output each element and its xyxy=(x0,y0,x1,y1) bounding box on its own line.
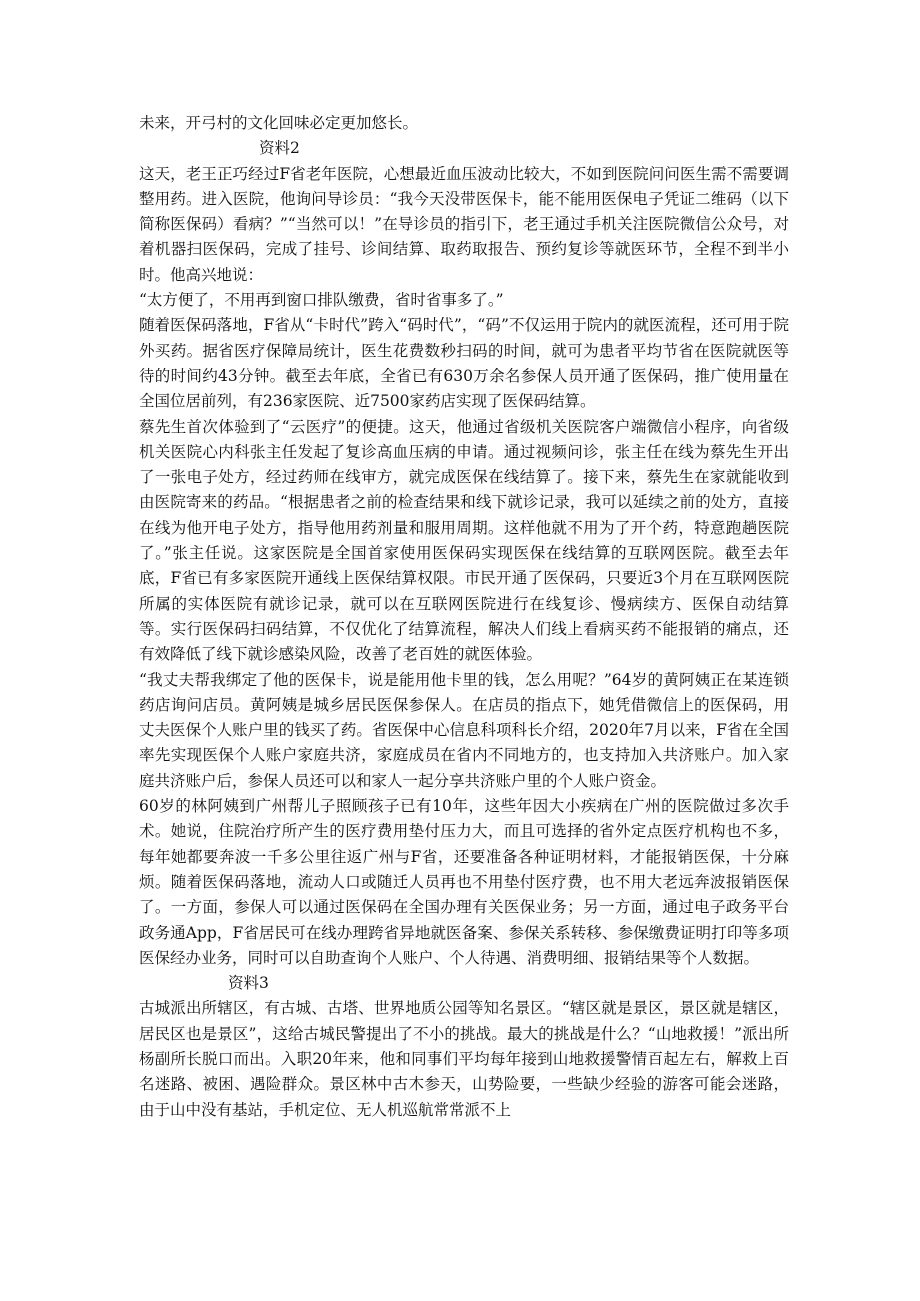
paragraph-intro: 未来，开弓村的文化回味必定更加悠长。 xyxy=(139,114,419,132)
paragraph-mountain-rescue: 古城派出所辖区，有古城、古塔、世界地质公园等知名景区。“辖区就是景区，景区就是辖区，居民区也是景区”，这给古城民警提出了不小的挑战。最大的挑战是什么？“山地救援！”派出所杨副所长脱口而出。入职20年来，他和同事们平均每年接到山地救援警情百起左右，解救上百名迷路、被困、遇险群众。景区林中古木参天，山势险要，一些缺少经验的游客可能会迷路，由于山中没有基站，手机定位、无人机巡航常常派不上 xyxy=(139,999,789,1119)
section-heading-material-3: 资料3 xyxy=(228,974,269,993)
paragraph-cloud-medical: 蔡先生首次体验到了“云医疗”的便捷。这天，他通过省级机关医院客户端微信小程序，向省级机关医院心内科张主任发起了复诊高血压病的申请。通过视频问诊，张主任在线为蔡先生开出了一张电子处方，经过药师在线审方，就完成医保在线结算了。接下来，蔡先生在家就能收到由医院寄来的药品。“根据患者之前的检查结果和线下就诊记录，我可以延续之前的处方，直接在线为他开电子处方，指导他用药剂量和服用周期。这样他就不用为了开个药，特意跑趟医院了。”张主任说。这家医院是全国首家使用医保码实现医保在线结算的互联网医院。截至去年底，F省已有多家医院开通线上医保结算权限。市民开通了医保码，只要近3个月在互联网医院所属的实体医院有就诊记录，就可以在互联网医院进行在线复诊、慢病续方、医保自动结算等。实行医保码扫码结算，不仅优化了结算流程，解决人们线上看病买药不能报销的痛点，还有效降低了线下就诊感染风险，改善了老百姓的就医体验。 xyxy=(139,417,789,664)
paragraph-code-era: 随着医保码落地，F省从“卡时代”跨入“码时代”，“码”不仅运用于院内的就医流程，还可用于院外买药。据省医疗保障局统计，医生花费数秒扫码的时间，就可为患者平均节省在医院就医等待的时间约43分钟。截至去年底，全省已有630万余名参保人员开通了医保码，推广使用量在全国位居前列，有236家医院、近7500家药店实现了医保码结算。 xyxy=(139,316,789,411)
document-page xyxy=(139,111,789,1123)
paragraph-family-account: “我丈夫帮我绑定了他的医保卡，说是能用他卡里的钱，怎么用呢？”64岁的黄阿姨正在某连锁药店询问店员。黄阿姨是城乡居民医保参保人。在店员的指点下，她凭借微信上的医保码，用丈夫医保个人账户里的钱买了药。省医保中心信息科项科长介绍，2020年7月以来，F省在全国率先实现医保个人账户家庭共济，家庭成员在省内不同地方的，也支持加入共济账户。加入家庭共济账户后，参保人员还可以和家人一起分享共济账户里的个人账户资金。 xyxy=(139,670,789,790)
section-heading-material-2: 资料2 xyxy=(259,139,300,158)
paragraph-quote: “太方便了，不用再到窗口排队缴费，省时省事多了。” xyxy=(139,291,504,310)
paragraph-old-wang: 这天，老王正巧经过F省老年医院，心想最近血压波动比较大，不如到医院问问医生需不需要调整用药。进入医院，他询问导诊员：“我今天没带医保卡，能不能用医保电子凭证二维码（以下简称医保码）看病？”“当然可以！”在导诊员的指引下，老王通过手机关注医院微信公众号，对着机器扫医保码，完成了挂号、诊间结算、取药取报告、预约复诊等就医环节，全程不到半小时。他高兴地说： xyxy=(139,164,789,284)
paragraph-cross-province: 60岁的林阿姨到广州帮儿子照顾孩子已有10年，这些年因大小疾病在广州的医院做过多次手术。她说，住院治疗所产生的医疗费用垫付压力大，而且可选择的省外定点医疗机构也不多，每年她都要奔波一千多公里往返广州与F省，还要准备各种证明材料，才能报销医保，十分麻烦。随着医保码落地，流动人口或随迁人员再也不用垫付医疗费，也不用大老远奔波报销医保了。一方面，参保人可以通过医保码在全国办理有关医保业务；另一方面，通过电子政务平台政务通App，F省居民可在线办理跨省异地就医备案、参保关系转移、参保缴费证明打印等多项医保经办业务，同时可以自助查询个人账户、个人待遇、消费明细、报销结果等个人数据。 xyxy=(139,797,789,967)
